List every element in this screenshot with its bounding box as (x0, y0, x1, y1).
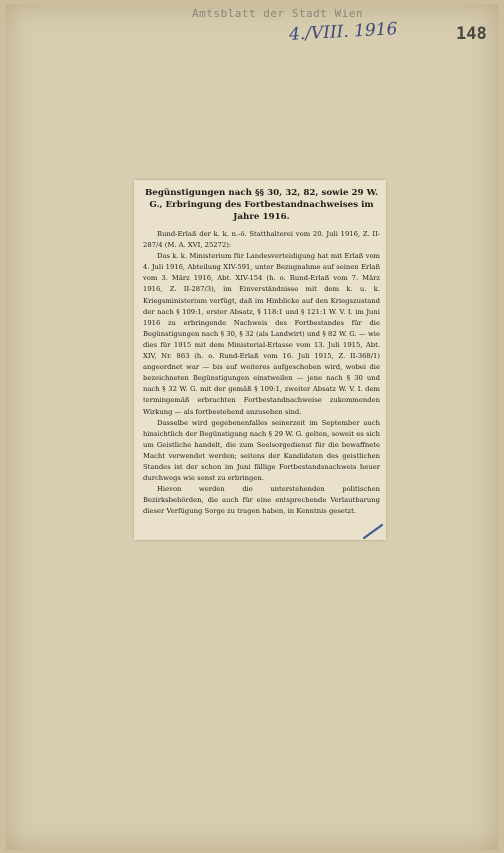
clipping-paragraph-september: Dasselbe wird gegebenenfalles seinerzeit im September auch hinsichtlich der Begünstigung nach § 29 W. G. gelten, soweit es sich um Geistliche handelt, die zum Seelsorgedienst für die bewaffnete Macht verwendet werden; seitens der Kandidaten des geistlichen Standes ist der schon im Juni fällige Fortbestandsnachweis heuer durchwegs wie sonst zu erbringen. (143, 418, 380, 483)
pencil-mark-icon (362, 522, 384, 540)
publication-stamp: Amtsblatt der Stadt Wien (192, 7, 363, 20)
clipping-headline: Begünstigungen nach §§ 30, 32, 82, sowie 29 W. G., Erbringung des Fortbestandnachweises im Jahre 1916. (144, 188, 379, 222)
clipping-paragraph-intro: Rund-Erlaß der k. k. n.-ö. Statthalterei vom 20. Juli 1916, Z. II-287/4 (M. A. XVI, 25272): (143, 230, 380, 250)
page-number: 148 (456, 24, 487, 44)
newspaper-clipping (134, 180, 386, 540)
clipping-paragraph-main: Das k. k. Ministerium für Landesverteidigung hat mit Erlaß vom 4. Juli 1916, Abteilung XIV-591, unter Bezugnahme auf seinen Erlaß vom 3. März 1916, Abt. XIV-154 (h. o. Rund-Erlaß vom 7. März 1916, Z. II-287/3), im Einverständnisse mit dem k. u. k. Kriegsministerium verfügt, daß im Hinblicke auf den Kriegszustand der nach § 109:1, erster Absatz, § 118:1 und § 121:1 W. V. I. im Juni 1916 zu erbringende Nachweis des Fortbestandes für die Begünstigungen nach § 30, § 32 (als Landwirt) und § 82 W. G. — wie dies für 1915 mit dem Ministerial-Erlasse vom 13. Juli 1915, Abt. XIV, Nr. 863 (h. o. Rund-Erlaß vom 16. Juli 1915, Z. II-368/1) angeordnet war — bis auf weiteres aufgeschoben wird, wobei die bezeichneten Begünstigungen einstweilen — jene nach § 30 und nach § 32 W. G. mit der gemäß § 109:1, zweiter Absatz W. V. I. dem termingemäß erbrachten Fortbestandnachweise zukommenden Wirkung — als fortbestehend anzusehen sind. (143, 252, 380, 416)
clipping-paragraph-closing: Hievon werden die unterstehenden politischen Bezirksbehörden, die auch für eine entsprechende Verlautbarung dieser Verfügung Sorge zu tragen haben, in Kenntnis gesetzt. (143, 485, 380, 516)
handwritten-date: 4./VIII. 1916 (288, 19, 398, 45)
